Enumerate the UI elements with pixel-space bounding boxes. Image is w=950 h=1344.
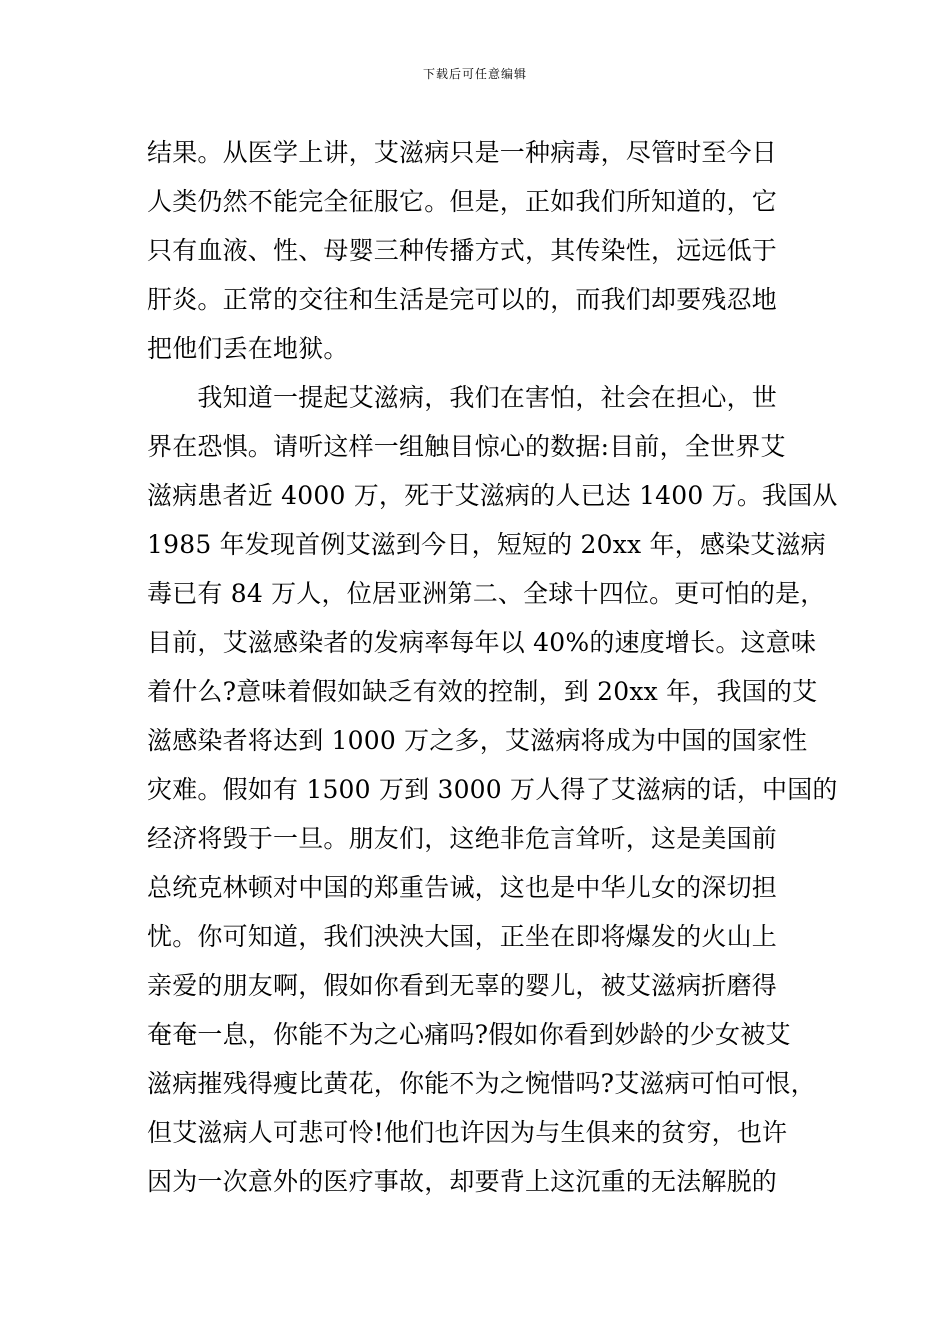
text-line: 把他们丢在地狱。 <box>147 334 349 363</box>
text-line: 总统克林顿对中国的郑重告诫，这也是中华儿女的深切担 <box>147 873 778 902</box>
text-line: 结果。从医学上讲，艾滋病只是一种病毒，尽管时至今日 <box>147 138 778 167</box>
text-line: 着什么?意味着假如缺乏有效的控制，到 20xx 年，我国的艾 <box>147 677 818 706</box>
text-line: 滋感染者将达到 1000 万之多，艾滋病将成为中国的国家性 <box>147 726 808 755</box>
page-header: 下载后可任意编辑 <box>422 67 527 81</box>
text-line: 毒已有 84 万人，位居亚洲第二、全球十四位。更可怕的是， <box>147 579 826 608</box>
text-line: 因为一次意外的医疗事故，却要背上这沉重的无法解脱的 <box>147 1167 778 1196</box>
text-line: 只有血液、性、母婴三种传播方式，其传染性，远远低于 <box>147 236 778 265</box>
text-line: 我知道一提起艾滋病，我们在害怕，社会在担心，世 <box>147 383 778 412</box>
paragraph-1 <box>147 128 807 373</box>
text-line: 灾难。假如有 1500 万到 3000 万人得了艾滋病的话，中国的 <box>147 775 838 804</box>
text-line: 但艾滋病人可悲可怜!他们也许因为与生俱来的贫穷，也许 <box>147 1118 788 1147</box>
text-line: 滋病摧残得瘦比黄花，你能不为之惋惜吗?艾滋病可怕可恨， <box>147 1069 816 1098</box>
text-line: 人类仍然不能完全征服它。但是，正如我们所知道的，它 <box>147 187 778 216</box>
text-line: 肝炎。正常的交往和生活是完可以的，而我们却要残忍地 <box>147 285 778 314</box>
paragraph-2 <box>147 373 838 1206</box>
text-line: 滋病患者近 4000 万，死于艾滋病的人已达 1400 万。我国从 <box>147 481 838 510</box>
text-line: 亲爱的朋友啊，假如你看到无辜的婴儿，被艾滋病折磨得 <box>147 971 778 1000</box>
text-line: 目前，艾滋感染者的发病率每年以 40%的速度增长。这意味 <box>147 628 817 657</box>
text-line: 界在恐惧。请听这样一组触目惊心的数据:目前，全世界艾 <box>147 432 786 461</box>
text-line: 经济将毁于一旦。朋友们，这绝非危言耸听，这是美国前 <box>147 824 778 853</box>
document-body <box>147 128 838 1206</box>
text-line: 忧。你可知道，我们泱泱大国，正坐在即将爆发的火山上 <box>147 922 778 951</box>
text-line: 奄奄一息，你能不为之心痛吗?假如你看到妙龄的少女被艾 <box>147 1020 791 1049</box>
text-line: 1985 年发现首例艾滋到今日，短短的 20xx 年，感染艾滋病 <box>147 530 826 559</box>
